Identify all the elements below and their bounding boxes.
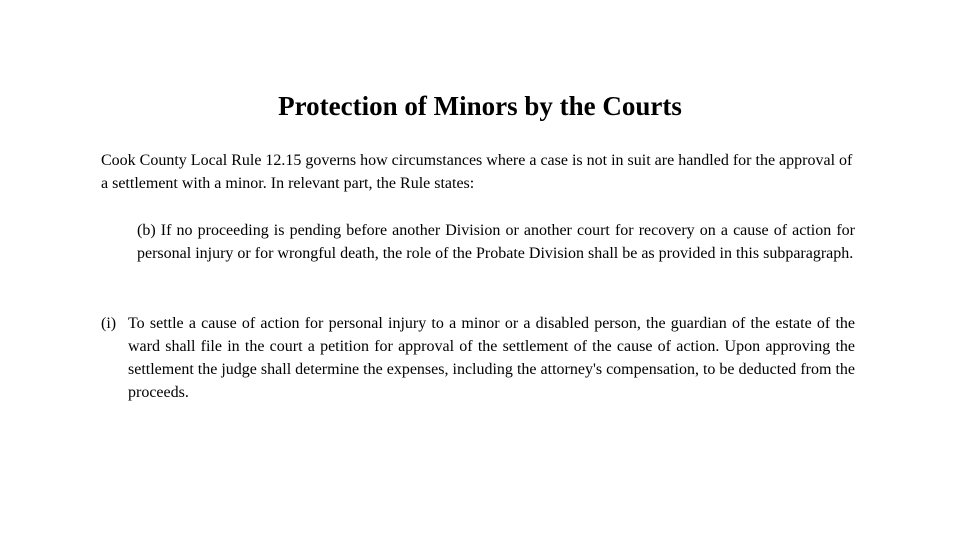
rule-quote-paragraph: (b) If no proceeding is pending before another Division or another court for recovery on a cause of action for personal injury or for wrongful death, the role of the Probate Division shall be as provided in this subparagraph. — [137, 222, 855, 262]
slide-title: Protection of Minors by the Courts — [278, 91, 682, 121]
list-item-text: To settle a cause of action for personal injury to a minor or a disabled person, the guardian of the estate of the ward shall file in the court a petition for approval of the settlement of the cause of action. Upon approving the settlement the judge shall determine the expenses, including the attorney's compensation, to be deducted from the proceeds. — [128, 315, 855, 401]
intro-paragraph: Cook County Local Rule 12.15 governs how circumstances where a case is not in suit are handled for the approval of a settlement with a minor. In relevant part, the Rule states: — [101, 152, 853, 192]
list-item-marker: (i) — [101, 315, 117, 332]
rule-list-item — [101, 312, 855, 404]
